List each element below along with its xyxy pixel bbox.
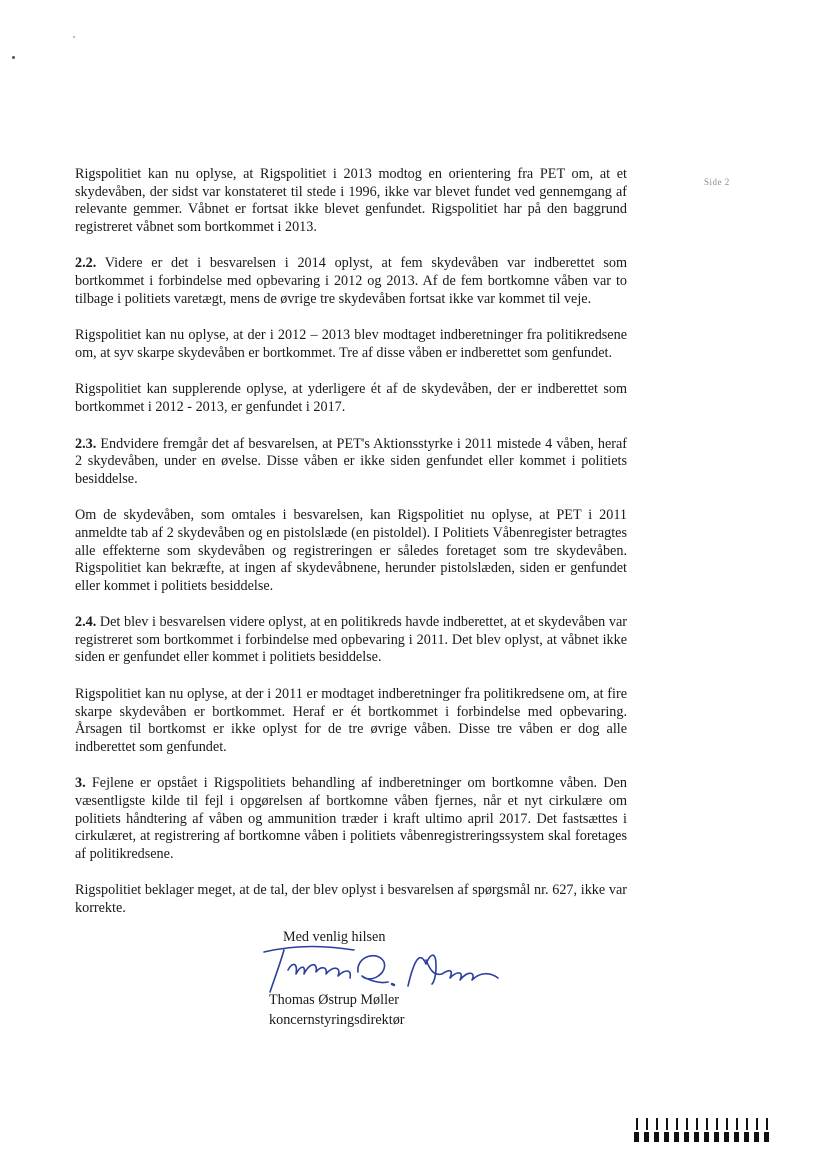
- paragraph: Rigspolitiet kan nu oplyse, at Rigspolitiet i 2013 modtog en orientering fra PET om, at et skydevåben, der sidst var konstateret til stede i 1996, ikke var blevet fundet ved gennemgang af relevante gemmer. Våbnet er fortsat ikke blevet genfundet. Rigspolitiet har på den baggrund registreret våbnet som bortkommet i 2013.: [75, 166, 627, 235]
- paragraph: Rigspolitiet kan supplerende oplyse, at yderligere ét af de skydevåben, der er indberettet som bortkommet i 2012 - 2013, er genfundet i 2017.: [75, 381, 627, 415]
- signer-block: [269, 990, 405, 1030]
- paragraph: 3. Fejlene er opstået i Rigspolitiets behandling af indberetninger om bortkomne våben. Den væsentligste kilde til fejl i opgørelsen af bortkomne våben fjernes, når et nyt cirkulære om politiets håndtering af våben og ammunition træder i kraft ultimo april 2017. Det fastsættes i cirkulæret, at registrering af bortkomne våben i politiets våbenregistreringssystem skal foretages af politikredsene.: [75, 775, 627, 862]
- page-number: Side 2: [704, 177, 730, 187]
- paragraph: Om de skydevåben, som omtales i besvarelsen, kan Rigspolitiet nu oplyse, at PET i 2011 anmeldte tab af 2 skydevåben og en pistolslæde (en pistoldel). I Politiets Våbenregister betragtes alle effekterne som skydevåben og registreringen er således foretaget som tre skydevåben. Rigspolitiet kan bekræfte, at ingen af skydevåbnene, herunder pistolslæden, siden er genfundet eller kommet i politiets besiddelse.: [75, 507, 627, 594]
- closing-greeting: Med venlig hilsen: [283, 929, 386, 945]
- scan-speck: [12, 56, 15, 59]
- letter-body: [75, 166, 627, 937]
- section-number: 2.3.: [75, 435, 97, 452]
- paragraph: Rigspolitiet kan nu oplyse, at der i 2011 er modtaget indberetninger fra politikredsene om, at fire skarpe skydevåben er bortkommet. Heraf er ét bortkommet i forbindelse med opbevaring. Årsagen til bortkomst er ikke oplyst for de tre øvrige våben. Disse tre våben er dog alle indberettet som genfundet.: [75, 686, 627, 755]
- handwritten-signature: [258, 940, 518, 996]
- paragraph: 2.2. Videre er det i besvarelsen i 2014 oplyst, at fem skydevåben var indberettet som bortkommet i forbindelse med opbevaring i 2012 og 2013. Af de fem bortkomne våben var to tilbage i politiets varetægt, mens de øvrige tre skydevåben fortsat ikke var kommet til veje.: [75, 255, 627, 307]
- section-number: 2.2.: [75, 255, 97, 272]
- section-number: 3.: [75, 775, 86, 792]
- scan-speck: [73, 36, 75, 38]
- document-barcode: [634, 1118, 774, 1144]
- paragraph: Rigspolitiet beklager meget, at de tal, der blev oplyst i besvarelsen af spørgsmål nr. 627, ikke var korrekte.: [75, 882, 627, 916]
- signer-name: Thomas Østrup Møller: [269, 992, 400, 1008]
- paragraph: Rigspolitiet kan nu oplyse, at der i 2012 – 2013 blev modtaget indberetninger fra politikredsene om, at syv skarpe skydevåben er bortkommet. Tre af disse våben er indberettet som genfundet.: [75, 327, 627, 361]
- paragraph: 2.4. Det blev i besvarelsen videre oplyst, at en politikreds havde indberettet, at et skydevåben var registreret som bortkommet i forbindelse med opbevaring i 2011. Det blev oplyst, at våbnet ikke siden er genfundet eller kommet i politiets besiddelse.: [75, 614, 627, 666]
- section-number: 2.4.: [75, 614, 97, 631]
- paragraph: 2.3. Endvidere fremgår det af besvarelsen, at PET's Aktionsstyrke i 2011 mistede 4 våben, heraf 2 skydevåben, under en øvelse. Disse våben er ikke siden genfundet eller kommet i politiets besiddelse.: [75, 435, 627, 487]
- signer-title: koncernstyringsdirektør: [269, 1012, 405, 1028]
